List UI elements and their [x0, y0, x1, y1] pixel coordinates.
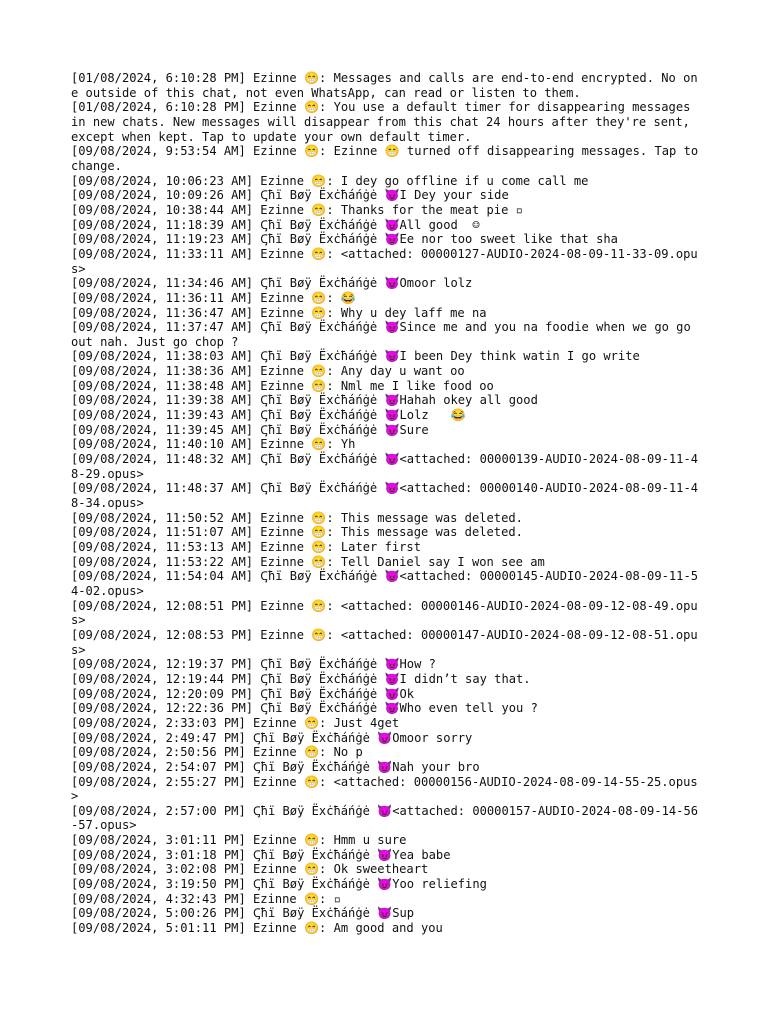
chat-message: [09/08/2024, 11:48:37 AM] Ꞔħï Bøÿ Ëxċħáńġė 😈<attached: 00000140-AUDIO-2024-08-09-11-48-34.opus> — [71, 481, 699, 511]
chat-message: [09/08/2024, 10:38:44 AM] Ezinne 😁: Thanks for the meat pie ▫ — [71, 202, 523, 217]
chat-message: [09/08/2024, 11:40:10 AM] Ezinne 😁: Yh — [71, 437, 356, 452]
chat-message: [09/08/2024, 5:00:26 PM] Ꞔħï Bøÿ Ëxċħáńġė 😈Sup — [71, 906, 415, 921]
chat-message: [09/08/2024, 11:33:11 AM] Ezinne 😁: <attached: 00000127-AUDIO-2024-08-09-11-33-09.opus> — [71, 246, 698, 276]
chat-message: [09/08/2024, 9:53:54 AM] Ezinne 😁: Ezinne 😁 turned off disappearing messages. Tap to change. — [71, 144, 706, 173]
chat-message: [09/08/2024, 12:19:37 PM] Ꞔħï Bøÿ Ëxċħáńġė 😈How ? — [71, 657, 436, 672]
chat-message: [09/08/2024, 10:06:23 AM] Ezinne 😁: I dey go offline if u come call me — [71, 173, 589, 188]
chat-message: [09/08/2024, 11:53:22 AM] Ezinne 😁: Tell Daniel say I won see am — [71, 554, 545, 569]
chat-message: [09/08/2024, 3:01:18 PM] Ꞔħï Bøÿ Ëxċħáńġė 😈Yea babe — [71, 847, 451, 862]
chat-message: [01/08/2024, 6:10:28 PM] Ezinne 😁: Messages and calls are end-to-end encrypted. No one outside of this chat, not even WhatsApp, can read or listen to them. — [71, 71, 698, 100]
chat-message: [09/08/2024, 11:38:36 AM] Ezinne 😁: Any day u want oo — [71, 364, 465, 379]
chat-log — [71, 71, 706, 936]
chat-message: [09/08/2024, 11:38:03 AM] Ꞔħï Bøÿ Ëxċħáńġė 😈I been Dey think watin I go write — [71, 349, 640, 364]
chat-message: [09/08/2024, 2:54:07 PM] Ꞔħï Bøÿ Ëxċħáńġė 😈Nah your bro — [71, 759, 480, 774]
chat-message: [09/08/2024, 11:48:32 AM] Ꞔħï Bøÿ Ëxċħáńġė 😈<attached: 00000139-AUDIO-2024-08-09-11-48-29.opus> — [71, 452, 699, 481]
chat-message: [09/08/2024, 12:22:36 PM] Ꞔħï Bøÿ Ëxċħáńġė 😈Who even tell you ? — [71, 701, 538, 716]
chat-message: [09/08/2024, 3:02:08 PM] Ezinne 😁: Ok sweetheart — [71, 862, 429, 877]
chat-message: [09/08/2024, 11:39:38 AM] Ꞔħï Bøÿ Ëxċħáńġė 😈Hahah okey all good — [71, 393, 538, 408]
chat-message: [09/08/2024, 2:55:27 PM] Ezinne 😁: <attached: 00000156-AUDIO-2024-08-09-14-55-25.opus> — [71, 774, 698, 804]
chat-message: [09/08/2024, 11:51:07 AM] Ezinne 😁: This message was deleted. — [71, 525, 523, 540]
chat-message: [09/08/2024, 5:01:11 PM] Ezinne 😁: Am good and you — [71, 921, 443, 936]
chat-message: [09/08/2024, 10:09:26 AM] Ꞔħï Bøÿ Ëxċħáńġė 😈I Dey your side — [71, 188, 509, 203]
chat-message: [09/08/2024, 11:38:48 AM] Ezinne 😁: Nml me I like food oo — [71, 378, 494, 393]
chat-message: [09/08/2024, 3:19:50 PM] Ꞔħï Bøÿ Ëxċħáńġė 😈Yoo reliefing — [71, 877, 487, 892]
chat-message: [09/08/2024, 11:36:47 AM] Ezinne 😁: Why u dey laff me na — [71, 305, 487, 320]
chat-message: [09/08/2024, 11:39:45 AM] Ꞔħï Bøÿ Ëxċħáńġė 😈Sure — [71, 422, 429, 437]
chat-message: [09/08/2024, 12:08:51 PM] Ezinne 😁: <attached: 00000146-AUDIO-2024-08-09-12-08-49.opus> — [71, 598, 698, 628]
chat-message: [09/08/2024, 11:18:39 AM] Ꞔħï Bøÿ Ëxċħáńġė 😈All good ☺ — [71, 217, 480, 232]
chat-message: [09/08/2024, 2:49:47 PM] Ꞔħï Bøÿ Ëxċħáńġė 😈Omoor sorry — [71, 730, 473, 745]
chat-message: [09/08/2024, 2:57:00 PM] Ꞔħï Bøÿ Ëxċħáńġė 😈<attached: 00000157-AUDIO-2024-08-09-14-56-57.opus> — [71, 803, 699, 833]
chat-message: [09/08/2024, 12:20:09 PM] Ꞔħï Bøÿ Ëxċħáńġė 😈Ok — [71, 686, 415, 701]
chat-message: [09/08/2024, 11:37:47 AM] Ꞔħï Bøÿ Ëxċħáńġė 😈Since me and you na foodie when we go go out nah. Just go chop ? — [71, 320, 699, 349]
chat-message: [01/08/2024, 6:10:28 PM] Ezinne 😁: You use a default timer for disappearing messages in new chats. New messages will disappear from this chat 24 hours after they're sent, except when kept. Tap to update your own default timer. — [71, 100, 698, 144]
chat-message: [09/08/2024, 12:08:53 PM] Ezinne 😁: <attached: 00000147-AUDIO-2024-08-09-12-08-51.opus> — [71, 627, 698, 657]
chat-message: [09/08/2024, 4:32:43 PM] Ezinne 😁: ▫ — [71, 891, 341, 906]
chat-message: [09/08/2024, 11:39:43 AM] Ꞔħï Bøÿ Ëxċħáńġė 😈Lolz 😂 — [71, 408, 466, 423]
chat-message: [09/08/2024, 11:36:11 AM] Ezinne 😁: 😂 — [71, 290, 356, 305]
chat-message: [09/08/2024, 11:34:46 AM] Ꞔħï Bøÿ Ëxċħáńġė 😈Omoor lolz — [71, 276, 473, 291]
chat-message: [09/08/2024, 2:33:03 PM] Ezinne 😁: Just 4get — [71, 715, 400, 730]
chat-message: [09/08/2024, 11:54:04 AM] Ꞔħï Bøÿ Ëxċħáńġė 😈<attached: 00000145-AUDIO-2024-08-09-11-54-02.opus> — [71, 569, 699, 598]
chat-message: [09/08/2024, 2:50:56 PM] Ezinne 😁: No p — [71, 745, 363, 760]
chat-message: [09/08/2024, 3:01:11 PM] Ezinne 😁: Hmm u sure — [71, 833, 407, 848]
chat-message: [09/08/2024, 11:50:52 AM] Ezinne 😁: This message was deleted. — [71, 510, 523, 525]
chat-message: [09/08/2024, 11:53:13 AM] Ezinne 😁: Later first — [71, 540, 421, 554]
chat-message: [09/08/2024, 12:19:44 PM] Ꞔħï Bøÿ Ëxċħáńġė 😈I didn’t say that. — [71, 671, 531, 686]
chat-message: [09/08/2024, 11:19:23 AM] Ꞔħï Bøÿ Ëxċħáńġė 😈Ee nor too sweet like that sha — [71, 232, 618, 247]
